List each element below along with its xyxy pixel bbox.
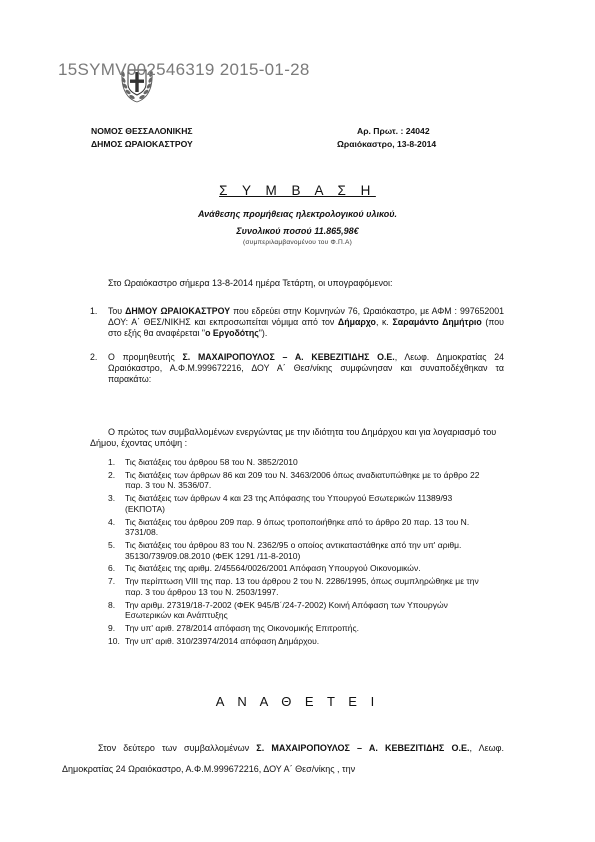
- legal-basis-list: [108, 457, 488, 649]
- prefecture-label: ΝΟΜΟΣ ΘΕΣΣΑΛΟΝΙΚΗΣ: [91, 126, 193, 136]
- list-item: 8. Την αριθμ. 27319/18-7-2002 (ΦΕΚ 945/Β΄/24-7-2002) Κοινή Απόφαση των Υπουργών Εσωτερικών και Ανάπτυξης: [108, 599, 448, 621]
- intro-text: Στο Ωραιόκαστρο σήμερα 13-8-2014 ημέρα Τετάρτη, οι υπογραφόμενοι:: [108, 278, 393, 288]
- document-title: Σ Υ Μ Β Α Σ Η: [219, 183, 376, 198]
- basis-intro: Ο πρώτος των συμβαλλομένων ενεργώντας με την ιδιότητα του Δημάρχου και για λογαριασμό του Δήμου, έχοντας υπόψη :: [90, 427, 497, 448]
- party-1-role: Δήμαρχο: [337, 317, 376, 328]
- party-1-name: ΔΗΜΟΥ ΩΡΑΙΟΚΑΣΤΡΟΥ: [125, 306, 231, 316]
- vat-note: (συμπεριλαμβανομένου του Φ.Π.Α): [243, 239, 352, 246]
- municipality-label: ΔΗΜΟΣ ΩΡΑΙΟΚΑΣΤΡΟΥ: [91, 139, 193, 149]
- list-item: 10. Την υπ' αριθ. 310/23974/2014 απόφαση Δημάρχου.: [108, 636, 320, 647]
- protocol-number: Αρ. Πρωτ. : 24042: [357, 126, 430, 136]
- list-item: 7. Την περίπτωση VIII της παρ. 13 του άρθρου 2 του Ν. 2286/1995, όπως συμπληρώθηκε με την παρ. 3 του άρθρου 13 του Ν. 2503/1997.: [108, 576, 479, 597]
- party-1-person: Σαραμάντο Δημήτριο: [392, 317, 482, 328]
- party-1-alias: ο Εργοδότης: [205, 328, 259, 339]
- place-date: Ωραιόκαστρο, 13-8-2014: [337, 139, 437, 149]
- list-item: 5. Τις διατάξεις του άρθρου 83 του Ν. 2362/95 ο οποίος αντικαταστάθηκε από την υπ' αριθμ. 35130/739/09.08.2010 (ΦΕΚ 1291 /11-8-2010): [108, 540, 462, 561]
- list-item: 1. Τις διατάξεις του άρθρου 58 του Ν. 3852/2010: [108, 457, 298, 467]
- list-item: 2. Τις διατάξεις των άρθρων 86 και 209 του Ν. 3463/2006 όπως αναδιατυπώθηκε με το άρθρο 22 παρ. 3 του Ν. 3536/07.: [108, 469, 480, 491]
- assigns-heading: Α Ν Α Θ Ε Τ Ε Ι: [215, 694, 380, 709]
- list-item: 6. Τις διατάξεις της αριθμ. 2/45564/0026/2001 Απόφαση Υπουργού Οικονομικών.: [108, 563, 421, 574]
- document-stamp: 15SYMV002546319 2015-01-28: [58, 60, 310, 79]
- list-item: 9. Την υπ' αριθ. 278/2014 απόφαση της Οικονομικής Επιτροπής.: [108, 623, 359, 634]
- list-item: 3. Τις διατάξεις των άρθρων 4 και 23 της Απόφασης του Υπουργού Εσωτερικών 11389/93 (ΕΚΠΟΤΑ): [108, 493, 453, 514]
- party-1: 1. Του ΔΗΜΟΥ ΩΡΑΙΟΚΑΣΤΡΟΥ που εδρεύει στην Κομνηνών 76, Ωραιόκαστρο, με ΑΦΜ : 997652001 ΔΟΥ: Α΄ ΘΕΣ/ΝΙΚΗΣ και εκπροσωπείται νόμιμα από τον Δήμαρχο, κ. Σαραμάντο Δημήτριο (που στο εξής θα αναφέρεται "ο Εργοδότης").: [90, 306, 504, 339]
- contractor-name: Σ. ΜΑΧΑΙΡΟΠΟΥΛΟΣ – Α. ΚΕΒΕΖΙΤΙΔΗΣ Ο.Ε.: [256, 743, 470, 753]
- contract-total: Συνολικού ποσού 11.865,98€: [236, 226, 359, 236]
- document-subtitle: Ανάθεσης προμήθειας ηλεκτρολογικού υλικού.: [197, 209, 398, 219]
- list-item: 4. Τις διατάξεις του άρθρου 209 παρ. 9 όπως τροποποιήθηκε από το άρθρο 20 παρ. 13 του Ν. 3731/08.: [108, 516, 470, 538]
- party-2-name: Σ. ΜΑΧΑΙΡΟΠΟΥΛΟΣ – Α. ΚΕΒΕΖΙΤΙΔΗΣ Ο.Ε.: [182, 352, 395, 362]
- party-2-number: 2.: [90, 352, 98, 362]
- party-1-number: 1.: [90, 306, 98, 316]
- party-2: 2. Ο προμηθευτής Σ. ΜΑΧΑΙΡΟΠΟΥΛΟΣ – Α. ΚΕΒΕΖΙΤΙΔΗΣ Ο.Ε., Λεωφ. Δημοκρατίας 24 Ωραιόκαστρο, Α.Φ.Μ.999672216, ΔΟΥ Α΄ Θεσ/νίκης συμφώνησαν και συναποδέχθηκαν τα παρακάτω:: [90, 352, 504, 385]
- final-paragraph: Στον δεύτερο των συμβαλλομένων Σ. ΜΑΧΑΙΡΟΠΟΥΛΟΣ – Α. ΚΕΒΕΖΙΤΙΔΗΣ Ο.Ε., Λεωφ. Δημοκρατίας 24 Ωραιόκαστρο, Α.Φ.Μ.999672216, ΔΟΥ Α΄ Θεσ/νίκης , την: [62, 743, 504, 774]
